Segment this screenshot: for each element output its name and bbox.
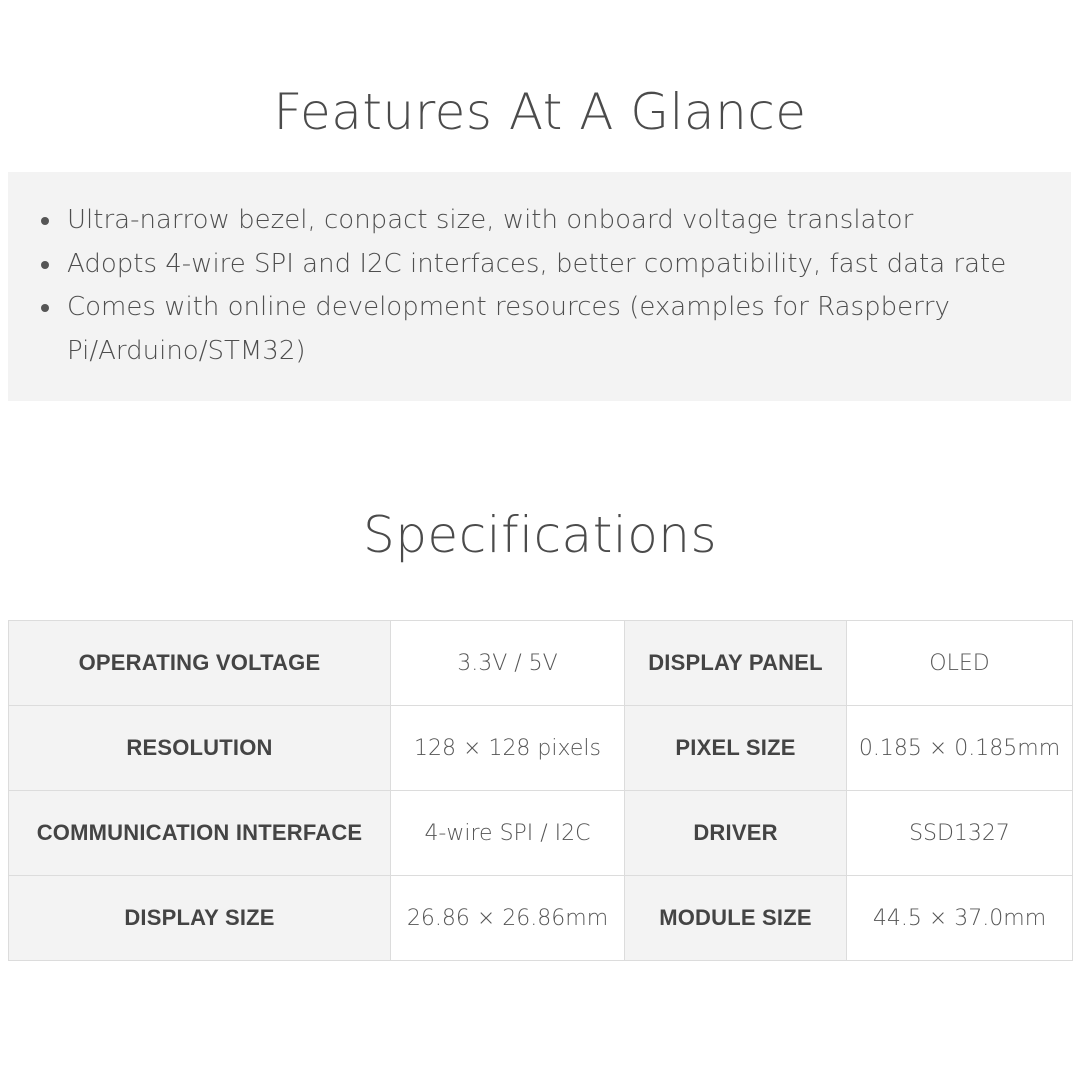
spec-label: PIXEL SIZE bbox=[625, 706, 847, 791]
feature-text: Adopts 4-wire SPI and I2C interfaces, better compatibility, fast data rate bbox=[67, 248, 1007, 279]
feature-text: Ultra-narrow bezel, conpact size, with onboard voltage translator bbox=[67, 205, 914, 235]
spec-label: RESOLUTION bbox=[9, 706, 391, 791]
table-row bbox=[9, 706, 1073, 791]
spec-label: DISPLAY SIZE bbox=[9, 876, 391, 961]
spec-value: 4-wire SPI / I2C bbox=[391, 791, 625, 876]
spec-value: 128 × 128 pixels bbox=[391, 706, 625, 791]
bullet-icon bbox=[41, 217, 49, 225]
spec-value: 0.185 × 0.185mm bbox=[847, 706, 1073, 791]
spec-label: COMMUNICATION INTERFACE bbox=[9, 791, 391, 876]
bullet-icon bbox=[41, 304, 49, 312]
spec-value: OLED bbox=[847, 621, 1073, 706]
feature-text: Comes with online development resources (examples for Raspberry Pi/Arduino/STM32) bbox=[67, 292, 950, 366]
table-row bbox=[9, 621, 1073, 706]
spec-label: DISPLAY PANEL bbox=[625, 621, 847, 706]
features-title: Features At A Glance bbox=[273, 83, 807, 141]
spec-value: 44.5 × 37.0mm bbox=[847, 876, 1073, 961]
spec-label: MODULE SIZE bbox=[625, 876, 847, 961]
list-item bbox=[38, 199, 1048, 243]
list-item bbox=[38, 243, 1048, 287]
spec-value: 26.86 × 26.86mm bbox=[391, 876, 625, 961]
bullet-icon bbox=[41, 261, 49, 269]
spec-value: SSD1327 bbox=[847, 791, 1073, 876]
list-item bbox=[38, 286, 1048, 373]
spec-label: DRIVER bbox=[625, 791, 847, 876]
features-list bbox=[38, 199, 1048, 373]
features-panel bbox=[8, 172, 1071, 401]
specifications-table bbox=[8, 620, 1073, 961]
spec-label: OPERATING VOLTAGE bbox=[9, 621, 391, 706]
table-row bbox=[9, 791, 1073, 876]
table-row bbox=[9, 876, 1073, 961]
specifications-title: Specifications bbox=[362, 506, 718, 564]
spec-value: 3.3V / 5V bbox=[391, 621, 625, 706]
